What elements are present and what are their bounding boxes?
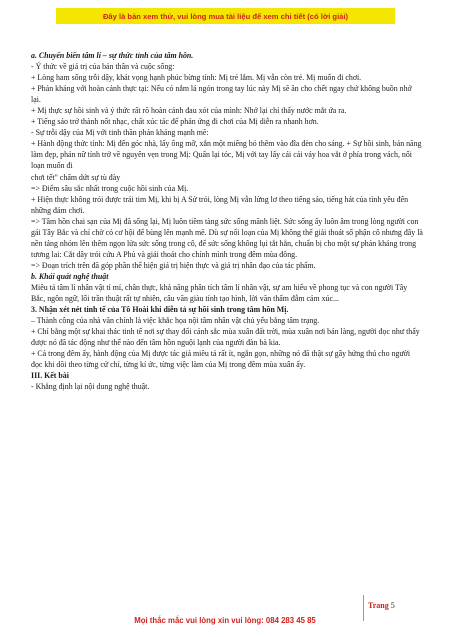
paragraph: - Sự trỗi dậy của Mị với tinh thần phản kháng mạnh mẽ: bbox=[31, 128, 209, 138]
paragraph: + Mị thực sự hồi sinh và ý thức rất rõ hoàn cảnh đau xót của mình: Nhớ lại chỉ thấy nước mắt ứa ra. bbox=[31, 106, 347, 116]
paragraph: => Tâm hồn chai sạn của Mị đã sống lại, Mị luôn tiềm tàng sức sống mãnh liệt. Sức sống ấy luôn âm trong lòng người con gái Tây Bắc và chỉ chờ có cơ hội để bùng lên mạnh mẽ. Dù sự nổi loạn của Mị không thể giải thoát số phận cô nhưng đây là nền tảng nhóm lên thêm ngọn lửa sức sống trong cô, để sức sống không lụi tắt hẳn, chuẩn bị cho một sự phản kháng trong tương lai: Cắt dây trói cứu A Phủ và giải thoát cho chính mình trong đêm mùa đông. bbox=[31, 216, 423, 259]
paragraph: Miêu tả tâm lí nhân vật tỉ mỉ, chân thực, khả năng phân tích tâm lí nhân vật, sự am hiểu về phong tục và con người Tây Bắc, ngôn ngữ, lối trần thuật rất tự nhiên, câu văn giàu tính tạo hình, lời văn thấm đẫm cảm xúc... bbox=[31, 282, 408, 304]
document-body bbox=[31, 50, 423, 392]
paragraph: + Chỉ bằng một sự khai thác tinh tế nơi sự thay đổi cảnh sắc mùa xuân đất trời, mùa xuân nơi bản làng, người đọc như thấy được nó đã tác động như thế nào đến tâm hồn nguội lạnh của người đàn bà kia. bbox=[31, 327, 420, 348]
paragraph: + Cả trong đêm ấy, hành động của Mị được tác giả miêu tả rất ít, ngắn gọn, những nó đã thật sự gây hứng thú cho người đọc khi dõi theo từng cử chỉ, từng kí ức, từng việc làm của Mị trong đêm mùa xuân ấy. bbox=[31, 349, 411, 370]
paragraph: chơi tết" chấm dứt sự tù đày bbox=[31, 172, 121, 182]
section-heading: a. Chuyển biến tâm lí – sự thức tỉnh của tâm hồn. bbox=[31, 51, 194, 60]
paragraph: + Tiếng sáo trở thành nốt nhạc, chất xúc tác để phản ứng đi chơi của Mị diễn ra nhanh hơn. bbox=[31, 117, 319, 127]
paragraph: + Hành động thức tỉnh: Mị đến góc nhà, lấy ống mỡ, xắn một miếng bỏ thêm vào đĩa đèn cho sáng. + Sự hồi sinh, bản năng làm đẹp, phản nữ tính trở về nguyên vẹn trong Mị: Quấn lại tóc, Mị với tay lấy cái cái váy hoa vắt ở phía trong vách, nối loạn muốn đi bbox=[31, 139, 422, 171]
page-number bbox=[368, 601, 395, 610]
paragraph: => Đoạn trích trên đã góp phần thể hiện giá trị hiện thực và giá trị nhân đạo của tác phẩm. bbox=[31, 260, 316, 270]
paragraph: + Phản kháng với hoàn cảnh thực tại: Nếu có nắm lá ngón trong tay lúc này Mị sẽ ăn cho chết ngay chứ không buồn nhớ lại. bbox=[31, 84, 412, 105]
page-label: Trang bbox=[368, 601, 389, 610]
page-value: 5 bbox=[390, 601, 395, 610]
section-heading: III. Kết bài bbox=[31, 371, 69, 381]
section-heading: b. Khái quát nghệ thuật bbox=[31, 271, 109, 281]
paragraph: – Thành công của nhà văn chính là việc khắc họa nội tâm nhân vật chủ yếu bằng tâm trạng. bbox=[31, 316, 320, 326]
contact-footer: Mọi thắc mắc vui lòng xin vui lòng: 084 283 45 85 bbox=[134, 616, 316, 625]
paragraph: + Hiện thực không trói được trái tim Mị, khi bị A Sử trói, lòng Mị vẫn lửng lơ theo tiếng sáo, tiếng hát của tình yêu đến những đám chơi. bbox=[31, 194, 409, 215]
paragraph: + Lòng ham sống trỗi dậy, khát vọng hạnh phúc bừng tỉnh: Mị trẻ lắm. Mị vẫn còn trẻ. Mị muốn đi chơi. bbox=[31, 73, 362, 83]
paragraph: => Điểm sâu sắc nhất trong cuộc hồi sinh của Mị. bbox=[31, 183, 189, 193]
preview-banner: Đây là bản xem thử, vui lòng mua tài liệu để xem chi tiết (có lời giải) bbox=[56, 8, 395, 24]
section-heading: 3. Nhận xét nét tinh tế của Tô Hoài khi diễn tả sự hồi sinh trong tâm hồn Mị. bbox=[31, 305, 289, 315]
paragraph: - Ý thức về giá trị của bản thân và cuộc sống: bbox=[31, 62, 175, 72]
paragraph: - Khẳng định lại nội dung nghệ thuật. bbox=[31, 382, 150, 392]
